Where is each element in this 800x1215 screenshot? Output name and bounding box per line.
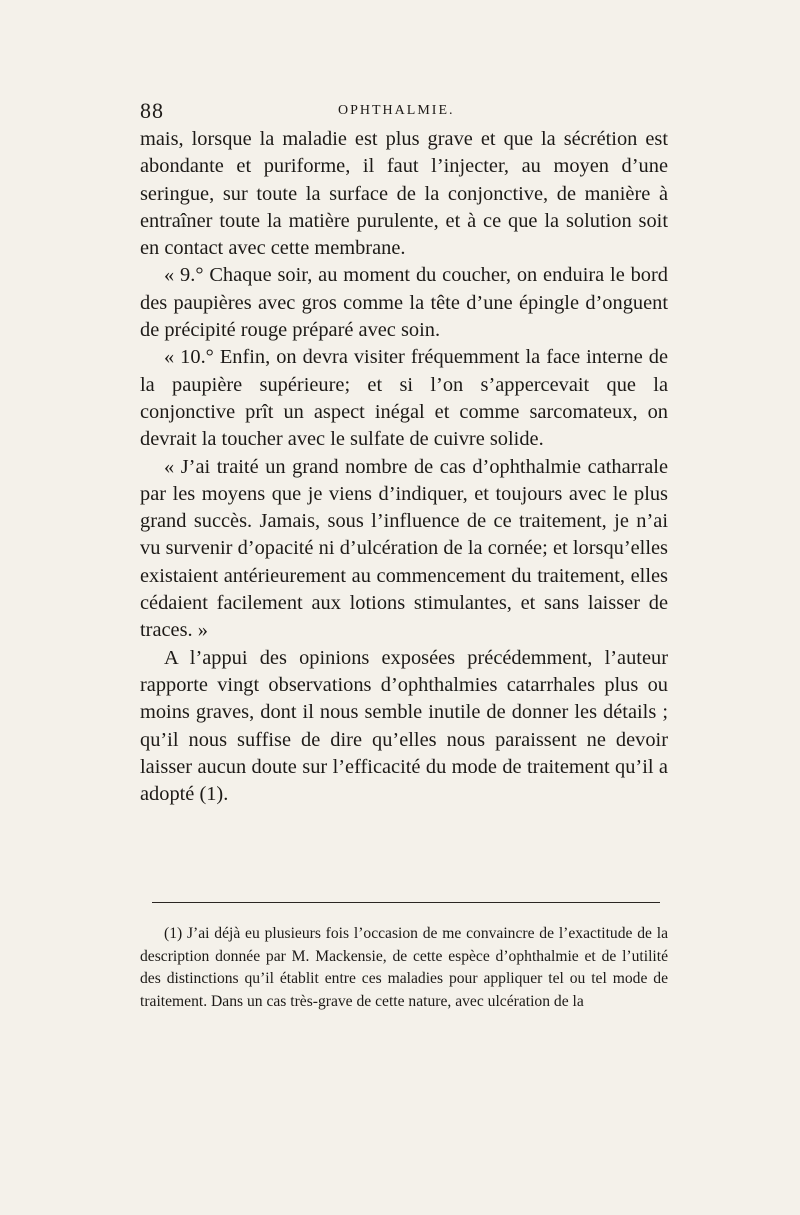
running-title: OPHTHALMIE. <box>338 103 455 118</box>
paragraph-continuation: mais, lorsque la maladie est plus grave et que la sécrétion est abondante et puriforme, il faut l’injecter, au moyen d’une seringue, sur toute la surface de la conjonctive, de manière à entraîner toute la matière purulente, et à ce que la solution soit en contact avec cette membrane. <box>140 128 668 260</box>
footnote-rule <box>152 902 660 903</box>
paragraph-item-10: « 10.° Enfin, on devra visiter fréquemment la face interne de la paupière supérieure; et si l’on s’appercevait que la conjonctive prît un aspect inégal et comme sarcomateux, on devrait la toucher avec le sulfate de cuivre solide. <box>140 346 668 451</box>
page-header <box>140 98 668 124</box>
footnote: (1) J’ai déjà eu plusieurs fois l’occasion de me convaincre de l’exactitude de la description donnée par M. Mackensie, de cette espèce d’ophthalmie et de l’utilité des distinctions qu’il établit entre ces maladies pour appliquer tel ou tel mode de traitement. Dans un cas très-grave de cette nature, avec ulcération de la <box>140 925 668 1010</box>
body-text <box>140 126 668 808</box>
paragraph-author-commentary: A l’appui des opinions exposées précédemment, l’auteur rapporte vingt observations d’ophthalmies catarrhales plus ou moins graves, dont il nous semble inutile de donner les détails ; qu’il nous suffise de dire qu’elles nous paraissent ne devoir laisser aucun doute sur l’efficacité du mode de traitement qu’il a adopté (1). <box>140 646 668 806</box>
paragraph-item-9: « 9.° Chaque soir, au moment du coucher, on enduira le bord des paupières avec gros comme la tête d’une épingle d’onguent de précipité rouge préparé avec soin. <box>140 264 668 342</box>
paragraph-quote-conclusion: « J’ai traité un grand nombre de cas d’ophthalmie catharrale par les moyens que je viens d’indiquer, et toujours avec le plus grand succès. Jamais, sous l’influence de ce traitement, je n’ai vu survenir d’opacité ni d’ulcération de la cornée; et lorsqu’elles existaient antérieurement au commencement du traitement, elles cédaient facilement aux lotions stimulantes, et sans laisser de traces. » <box>140 455 668 642</box>
page-number: 88 <box>140 98 164 123</box>
